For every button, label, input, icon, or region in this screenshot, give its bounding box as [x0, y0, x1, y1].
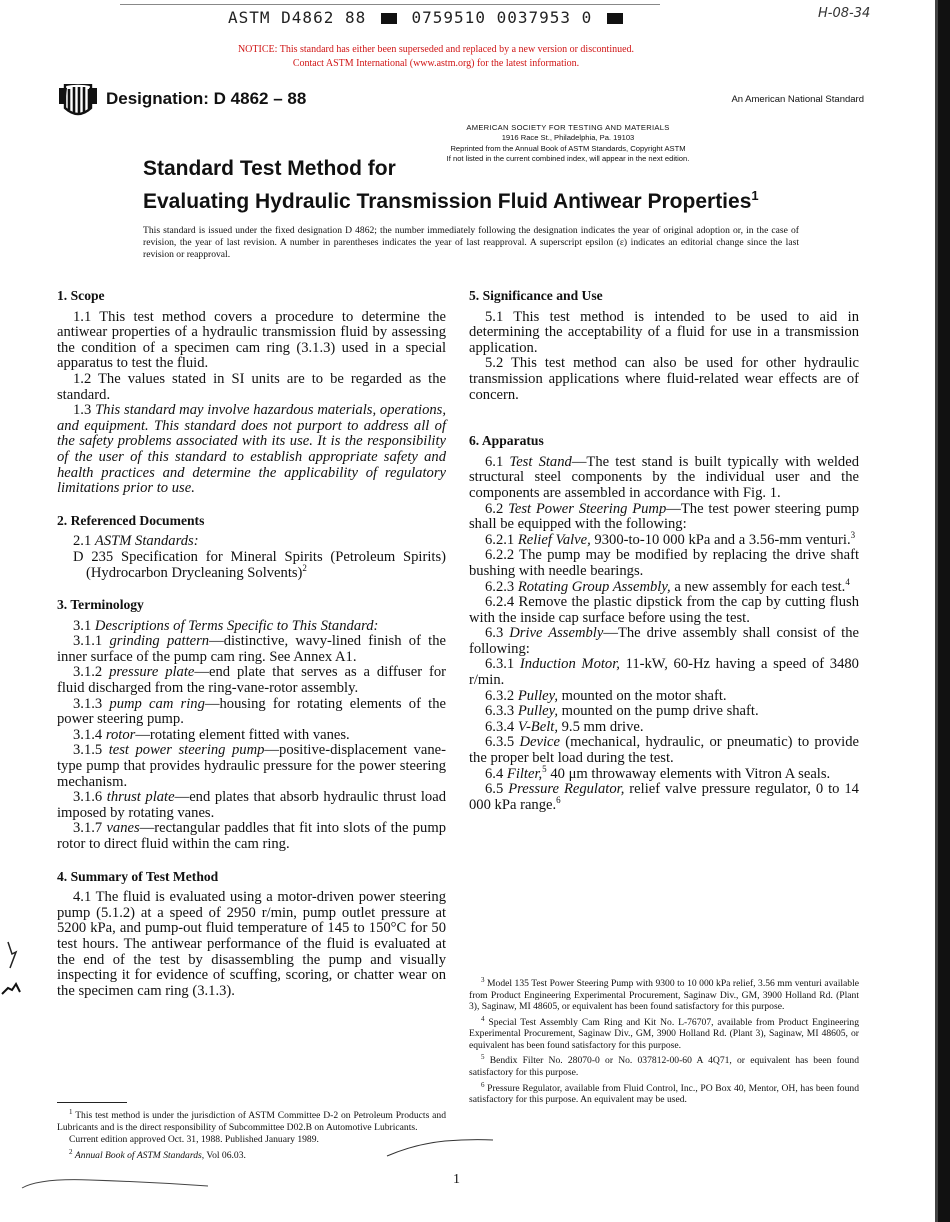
scan-top-line	[120, 4, 660, 5]
term-3-1-3	[57, 697, 446, 728]
term-3-1-7-def: —rectangular paddles that fit into slots of the pump rotor to direct fluid within the cam ring.	[57, 820, 446, 852]
para-6-2-1-def: 9300-to-10 000 kPa and a 3.56-mm venturi.	[590, 531, 851, 548]
section-2-heading: 2. Referenced Documents	[57, 512, 205, 528]
reprint-line-2: If not listed in the current combined index, will appear in the next edition.	[446, 154, 690, 164]
para-5-1: 5.1 This test method is intended to be used to aid in determining the acceptability of a fluid for use in a transmission application.	[469, 308, 859, 356]
footnote-2-mark: 2	[69, 1147, 73, 1156]
designation: Designation: D 4862 – 88	[106, 89, 307, 108]
para-6-3-5	[469, 735, 859, 766]
para-6-2-term: Test Power Steering Pump	[508, 500, 667, 517]
issued-note: This standard is issued under the fixed designation D 4862; the number immediately following the designation indicates the year of original adoption or, in the case of revision, the year of last revision. A number in parentheses indicates the year of last reapproval. A superscript epsilon (ε) indicates an editorial change since the last revision or reapproval.	[143, 225, 799, 260]
para-6-3-2-def: mounted on the motor shaft.	[557, 687, 727, 704]
term-3-1-2-num: 3.1.2	[73, 664, 103, 681]
para-6-4-mark: 5	[542, 763, 547, 774]
notice-line-2: Contact ASTM International (www.astm.org) for the latest information.	[292, 58, 580, 69]
para-1-3-num: 1.3	[73, 402, 92, 419]
term-3-1-6	[57, 790, 446, 821]
term-3-1-1-num: 3.1.1	[73, 633, 103, 650]
para-6-3-5-def: (mechanical, hydraulic, or pneumatic) to provide the proper belt load during the test.	[469, 734, 859, 767]
footnote-1	[57, 1107, 446, 1133]
term-3-1-1-def: —distinctive, wavy-lined finish of the inner surface of the pump cam ring. See Annex A1.	[57, 633, 446, 665]
para-2-1-num: 2.1	[73, 533, 92, 550]
scan-edge-shadow	[935, 0, 938, 1222]
scan-code-prefix: ASTM D4862 88	[228, 8, 367, 27]
section-3-heading: 3. Terminology	[57, 597, 144, 613]
term-3-1-2-def: —end plate that serves as a diffuser for fluid discharged from the ring-vane-rotor assembly.	[57, 664, 446, 697]
para-6-1	[469, 455, 859, 502]
para-6-3-4-num: 6.3.4	[485, 718, 515, 735]
para-6-1-num: 6.1	[485, 453, 504, 470]
footnote-5-text: Bendix Filter No. 28070-0 or No. 037812-00-60 A 4Q71, or equivalent has been found satisfactory for this purpose.	[469, 1055, 859, 1079]
ref-d235	[57, 550, 446, 581]
para-6-2-3-def: a new assembly for each test.	[670, 578, 846, 595]
scan-edge-dark	[938, 0, 950, 1222]
para-3-1	[57, 619, 446, 635]
term-3-1-4-term: rotor	[105, 726, 136, 743]
term-3-1-3-def: —housing for rotating elements of the power steering pump.	[57, 695, 446, 728]
section-1-heading: 1. Scope	[57, 288, 105, 303]
para-6-4	[469, 763, 859, 783]
footnote-6-text: Pressure Regulator, available from Fluid Control, Inc., PO Box 40, Mentor, OH, has been found satisfactory for this purpose. An equivalent may be used.	[469, 1082, 859, 1106]
term-3-1-7	[57, 821, 446, 852]
para-6-5-num: 6.5	[485, 781, 504, 798]
para-6-2-4: 6.2.4 Remove the plastic dipstick from the cap by cutting flush with the inside cap surface before using the test.	[469, 594, 859, 626]
para-6-5-term: Pressure Regulator,	[508, 781, 625, 798]
para-6-3-def: —The drive assembly shall consist of the following:	[469, 625, 860, 657]
para-6-3-2-num: 6.3.2	[485, 687, 515, 704]
para-2-1	[57, 534, 446, 550]
title-line-2-text: Evaluating Hydraulic Transmission Fluid Antiwear Properties	[143, 190, 752, 213]
term-3-1-5-num: 3.1.5	[73, 742, 103, 759]
term-3-1-5	[57, 743, 446, 790]
para-1-3-text: This standard may involve hazardous materials, operations, and equipment. This standard does not purport to address all of the safety problems associated with its use. It is the responsibility of the user of this standard to establish appropriate safety and health practices and determine the applicability of regulatory limitations prior to use.	[57, 402, 446, 497]
footnote-2-italic: Annual Book of ASTM Standards,	[74, 1149, 205, 1161]
footnotes-right	[469, 975, 859, 1107]
para-6-2-1-mark: 3	[850, 529, 856, 540]
ref-d235-text: D 235 Specification for Mineral Spirits (Petroleum Spirits) (Hydrocarbon Drycleaning Solvents)	[73, 548, 446, 581]
footnote-2-rest: Vol 06.03.	[204, 1149, 246, 1161]
para-6-2	[469, 502, 859, 533]
footnote-1-text: This test method is under the jurisdiction of ASTM Committee D-2 on Petroleum Products and Lubricants and is the direct responsibility of Subcommittee D02.B on Automotive Lubricants.	[57, 1110, 446, 1133]
footnote-4	[469, 1014, 859, 1052]
term-3-1-4	[57, 728, 446, 744]
footnote-1b: Current edition approved Oct. 31, 1988. Published January 1989.	[69, 1134, 319, 1146]
para-3-1-num: 3.1	[73, 617, 92, 634]
term-3-1-6-term: thrust plate	[106, 789, 175, 806]
pen-stroke-icon	[385, 1138, 495, 1160]
scan-code-line	[228, 8, 627, 27]
title-footnote-mark: 1	[751, 188, 759, 203]
section-4-heading: 4. Summary of Test Method	[57, 868, 219, 884]
para-6-2-1-term: Relief Valve,	[517, 531, 591, 548]
para-5-2: 5.2 This test method can also be used for other hydraulic transmission applications where fluid-related wear effects are of concern.	[469, 355, 859, 403]
para-6-3	[469, 626, 859, 657]
para-1-2: 1.2 The values stated in SI units are to be regarded as the standard.	[57, 370, 446, 403]
right-column	[469, 288, 859, 813]
section-6-heading: 6. Apparatus	[469, 433, 544, 449]
footnote-4-text: Special Test Assembly Cam Ring and Kit No. L-76707, available from Product Engineering Experimental Procurement, Saginaw Div., GM, 3900 Holland Rd. (Plant 3), Saginaw, MI 48605, or equivalent has been found satisfactory for this purpose.	[469, 1016, 859, 1051]
para-1-3	[57, 403, 446, 497]
footnote-3	[469, 975, 859, 1013]
scan-edge-mark-icon	[6, 940, 20, 970]
para-6-3-5-num: 6.3.5	[485, 734, 515, 751]
term-3-1-6-num: 3.1.6	[73, 789, 103, 806]
para-6-2-def: —The test power steering pump shall be equipped with the following:	[469, 500, 859, 533]
para-6-2-2: 6.2.2 The pump may be modified by replacing the drive shaft bushing with needle bearings.	[469, 547, 859, 579]
para-6-3-1-def: 11-kW, 60-Hz having a speed of 3480 r/min.	[469, 656, 859, 689]
para-6-3-4-term: V-Belt,	[517, 718, 558, 735]
title-line-2	[143, 182, 759, 215]
para-6-3-1-num: 6.3.1	[485, 656, 515, 673]
footnote-4-mark: 4	[481, 1014, 485, 1023]
footnote-rule	[57, 1102, 127, 1103]
para-6-2-3-num: 6.2.3	[485, 578, 515, 595]
society-name: AMERICAN SOCIETY FOR TESTING AND MATERIALS	[466, 123, 670, 132]
para-6-5	[469, 782, 859, 813]
para-6-2-3	[469, 576, 859, 596]
para-6-3-3	[469, 704, 859, 720]
para-4-1: 4.1 The fluid is evaluated using a motor-driven power steering pump (5.1.2) at a speed of 2950 r/min, pump outlet pressure at 5200 kPa, and pump-out fluid temperature of 145 to 150°C for 50 test hours. The antiwear performance of the fluid is evaluated at the end of the test by disassembling the pump and visually inspecting it for evidence of scuffing, scoring, or chatter wear on the specimen cam ring (3.1.3).	[57, 889, 446, 999]
para-6-4-def: 40 μm throwaway elements with Vitron A seals.	[546, 765, 831, 782]
para-6-3-3-num: 6.3.3	[485, 703, 515, 720]
para-6-2-num: 6.2	[485, 500, 504, 517]
pen-stroke-bottom-icon	[20, 1172, 210, 1192]
term-3-1-2	[57, 665, 446, 696]
para-6-5-mark: 6	[556, 794, 561, 805]
para-6-3-1-term: Induction Motor,	[519, 656, 620, 673]
para-6-2-1	[469, 529, 859, 549]
term-3-1-2-term: pressure plate	[109, 664, 195, 681]
para-6-3-5-term: Device	[519, 734, 560, 751]
para-6-1-term: Test Stand	[509, 453, 572, 470]
para-6-5-def: relief valve pressure regulator, 0 to 14 000 kPa range.	[469, 781, 859, 813]
para-6-3-3-def: mounted on the pump drive shaft.	[557, 703, 759, 720]
para-6-3-num: 6.3	[485, 625, 504, 642]
para-6-2-3-term: Rotating Group Assembly,	[517, 578, 671, 595]
footnote-5	[469, 1052, 859, 1078]
para-6-4-term: Filter,	[506, 765, 543, 782]
para-1-1: 1.1 This test method covers a procedure to determine the antiwear properties of a hydraulic transmission fluid by assessing the condition of a specimen cam ring (3.1.3) used in a special apparatus to test the fluid.	[57, 308, 446, 372]
term-3-1-3-num: 3.1.3	[73, 695, 103, 712]
reprint-line-1: Reprinted from the Annual Book of ASTM Standards, Copyright ASTM	[450, 143, 686, 153]
scan-block-2	[607, 13, 623, 24]
page-number: 1	[453, 1172, 460, 1187]
para-3-1-text: Descriptions of Terms Specific to This Standard:	[94, 617, 379, 634]
scan-block-1	[381, 13, 397, 24]
footnote-3-text: Model 135 Test Power Steering Pump with 9300 to 10 000 kPa relief, 3.56 mm venturi available from Product Engineering Experimental Procurement, Saginaw Div., GM, 3900 Holland Rd. (Plant 3), Saginaw, MI 48605, or equivalent has been found satisfactory for this purpose.	[469, 978, 860, 1013]
para-6-3-4-def: 9.5 mm drive.	[557, 718, 644, 735]
para-6-3-1	[469, 657, 859, 688]
term-3-1-3-term: pump cam ring	[109, 695, 205, 712]
para-6-3-4	[469, 720, 859, 736]
term-3-1-4-def: —rotating element fitted with vanes.	[135, 726, 350, 743]
para-6-2-1-num: 6.2.1	[485, 531, 515, 548]
scan-code-numbers: 0759510 0037953 0	[411, 8, 593, 27]
american-national-standard: An American National Standard	[731, 94, 864, 105]
ref-d235-mark: 2	[302, 562, 307, 573]
document-title	[143, 155, 759, 215]
para-6-3-2	[469, 689, 859, 705]
term-3-1-5-term: test power steering pump	[108, 742, 265, 759]
term-3-1-7-num: 3.1.7	[73, 820, 103, 837]
term-3-1-1	[57, 634, 446, 665]
para-6-3-3-term: Pulley,	[517, 703, 558, 720]
para-6-4-num: 6.4	[485, 765, 504, 782]
para-6-2-3-mark: 4	[845, 576, 850, 587]
term-3-1-5-def: —positive-displacement vane-type pump that provides hydraulic pressure for the power steering mechanism.	[57, 742, 446, 790]
handwritten-note: H-08-34	[818, 6, 871, 21]
footnote-6	[469, 1080, 859, 1106]
left-column	[57, 288, 446, 999]
para-6-1-def: —The test stand is built typically with welded structural steel components by the individual user and the components are assembled in accordance with Fig. 1.	[469, 453, 859, 501]
term-3-1-6-def: —end plates that absorb hydraulic thrust load imposed by rotating vanes.	[57, 789, 447, 821]
para-6-3-term: Drive Assembly	[509, 625, 604, 642]
section-5-heading: 5. Significance and Use	[469, 288, 603, 303]
title-line-1: Standard Test Method for	[143, 157, 396, 180]
footnote-6-mark: 6	[481, 1080, 485, 1089]
term-3-1-1-term: grinding pattern	[109, 633, 210, 650]
para-2-1-text: ASTM Standards:	[94, 533, 199, 550]
para-6-3-2-term: Pulley,	[517, 687, 558, 704]
astm-logo-icon	[57, 84, 99, 118]
scan-edge-mark-2-icon	[0, 982, 22, 998]
term-3-1-4-num: 3.1.4	[73, 726, 103, 743]
term-3-1-7-term: vanes	[106, 820, 140, 837]
society-address: 1916 Race St., Philadelphia, Pa. 19103	[501, 133, 635, 143]
footnote-1-mark: 1	[69, 1108, 73, 1116]
footnote-5-mark: 5	[481, 1053, 485, 1062]
footnote-3-mark: 3	[481, 976, 485, 984]
notice-line-1: NOTICE: This standard has either been superseded and replaced by a new version or discontinued.	[237, 44, 635, 55]
